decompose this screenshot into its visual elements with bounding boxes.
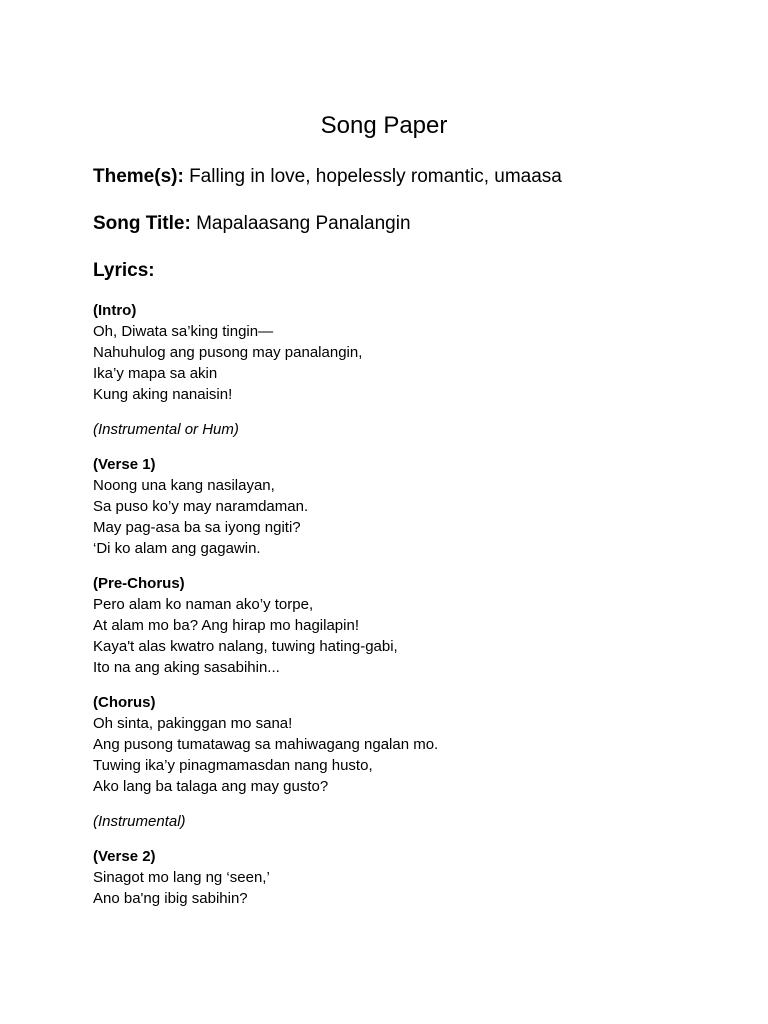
song-title-label: Song Title: bbox=[93, 213, 191, 234]
section-label: (Chorus) bbox=[93, 694, 156, 711]
lyric-line: Kung aking nanaisin! bbox=[93, 386, 233, 403]
lyric-line: Kaya't alas kwatro nalang, tuwing hating-gabi, bbox=[93, 638, 398, 655]
section-instrumental-note-2 bbox=[93, 811, 713, 832]
section-chorus bbox=[93, 692, 713, 797]
instrumental-note: (Instrumental or Hum) bbox=[93, 421, 239, 438]
theme-value: Falling in love, hopelessly romantic, umaasa bbox=[189, 166, 562, 187]
section-instrumental-note bbox=[93, 419, 713, 440]
section-verse-1 bbox=[93, 454, 713, 559]
lyric-line: At alam mo ba? Ang hirap mo hagilapin! bbox=[93, 617, 359, 634]
document-title: Song Paper bbox=[320, 112, 448, 139]
lyric-line: May pag-asa ba sa iyong ngiti? bbox=[93, 519, 301, 536]
song-title-line bbox=[93, 212, 411, 236]
section-intro bbox=[93, 300, 713, 405]
lyrics-body bbox=[93, 300, 713, 923]
section-label: (Verse 2) bbox=[93, 848, 156, 865]
lyrics-heading: Lyrics: bbox=[93, 260, 155, 281]
lyric-line: Nahuhulog ang pusong may panalangin, bbox=[93, 344, 363, 361]
theme-label: Theme(s): bbox=[93, 166, 184, 187]
lyric-line: Ang pusong tumatawag sa mahiwagang ngalan mo. bbox=[93, 736, 439, 753]
lyric-line: Ano ba'ng ibig sabihin? bbox=[93, 890, 248, 907]
section-pre-chorus bbox=[93, 573, 713, 678]
lyric-line: Tuwing ika’y pinagmamasdan nang husto, bbox=[93, 757, 373, 774]
lyric-line: ‘Di ko alam ang gagawin. bbox=[93, 540, 261, 557]
lyric-line: Pero alam ko naman ako’y torpe, bbox=[93, 596, 314, 613]
instrumental-note: (Instrumental) bbox=[93, 813, 186, 830]
lyric-line: Ika’y mapa sa akin bbox=[93, 365, 218, 382]
section-label: (Intro) bbox=[93, 302, 137, 319]
lyric-line: Sa puso ko’y may naramdaman. bbox=[93, 498, 309, 515]
lyric-line: Sinagot mo lang ng ‘seen,’ bbox=[93, 869, 270, 886]
theme-line bbox=[93, 165, 562, 189]
lyric-line: Oh sinta, pakinggan mo sana! bbox=[93, 715, 293, 732]
section-verse-2 bbox=[93, 846, 713, 909]
song-title-value: Mapalaasang Panalangin bbox=[196, 213, 411, 234]
section-label: (Verse 1) bbox=[93, 456, 156, 473]
lyric-line: Ito na ang aking sasabihin... bbox=[93, 659, 280, 676]
lyric-line: Ako lang ba talaga ang may gusto? bbox=[93, 778, 329, 795]
section-label: (Pre-Chorus) bbox=[93, 575, 185, 592]
lyric-line: Oh, Diwata sa’king tingin— bbox=[93, 323, 274, 340]
lyric-line: Noong una kang nasilayan, bbox=[93, 477, 275, 494]
